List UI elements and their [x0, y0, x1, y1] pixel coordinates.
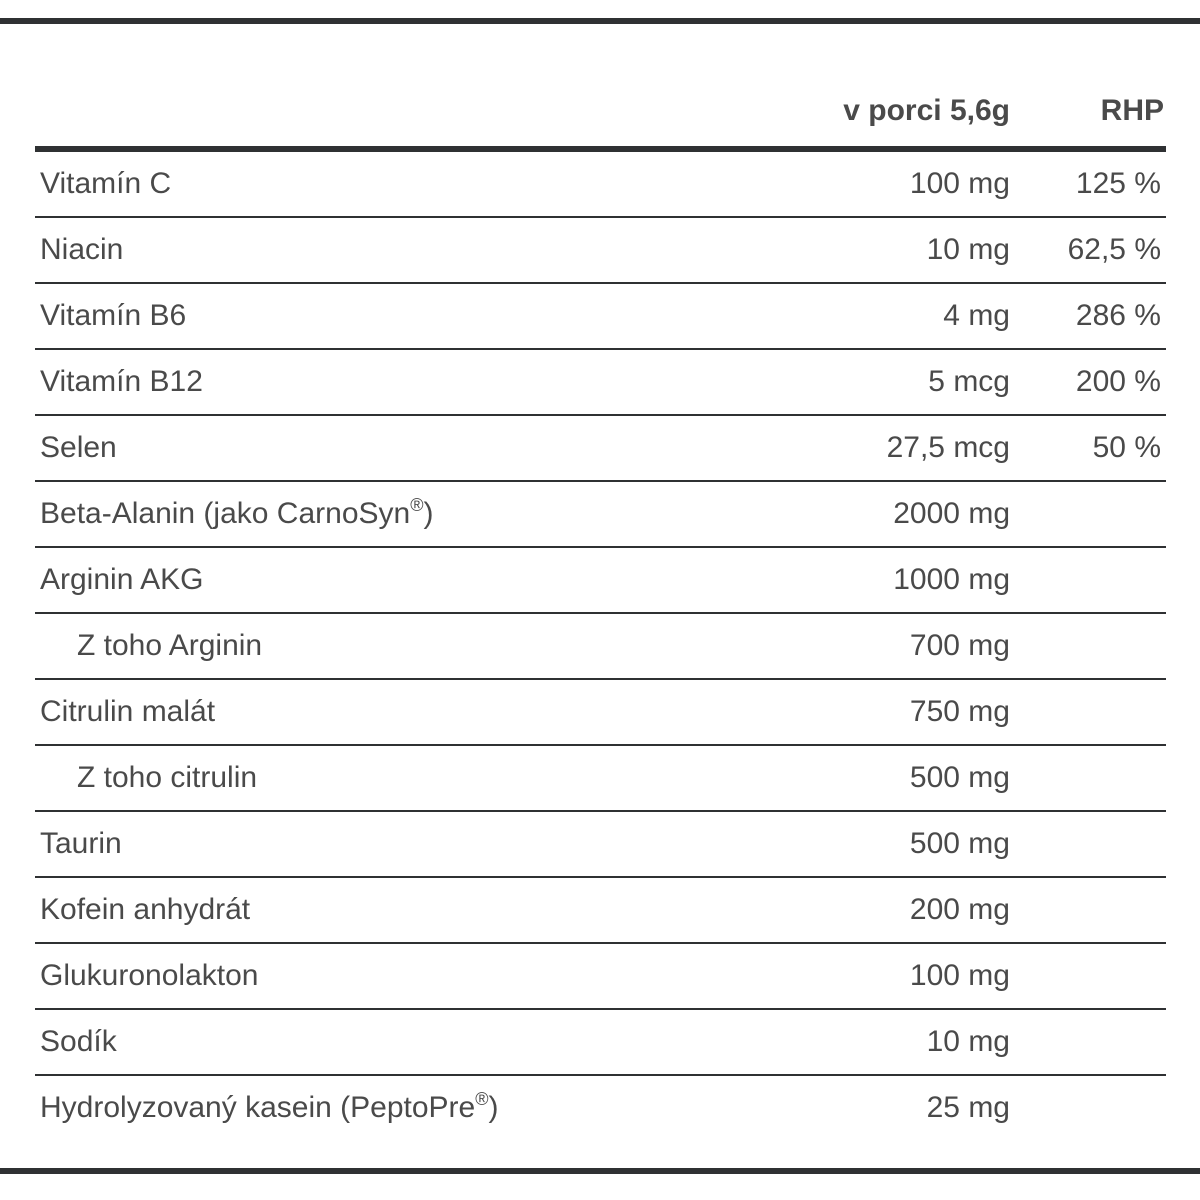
table-row	[35, 811, 1166, 877]
ingredient-name	[35, 613, 780, 679]
rhp-value	[1010, 613, 1166, 679]
ingredient-name-text: Beta-Alanin (jako CarnoSyn	[40, 497, 411, 530]
ingredient-name-text: Niacin	[40, 233, 124, 266]
serving-amount: 25 mg	[926, 1091, 1010, 1124]
serving-amount: 1000 mg	[780, 547, 1010, 613]
rhp-value	[1010, 481, 1166, 547]
serving-amount: 200 mg	[780, 877, 1010, 943]
rhp-value	[1010, 811, 1166, 877]
header-rhp: RHP	[1010, 76, 1166, 149]
ingredient-name-text: Kofein anhydrát	[40, 893, 251, 926]
serving-amount: 4 mg	[780, 283, 1010, 349]
serving-amount: 2000 mg	[780, 481, 1010, 547]
rhp-value: 125 %	[1010, 149, 1166, 217]
table-row	[35, 877, 1166, 943]
ingredient-name-text: Taurin	[40, 827, 122, 860]
table-row	[35, 415, 1166, 481]
ingredient-name-text: Selen	[40, 431, 117, 464]
rhp-value: 50 %	[1010, 415, 1166, 481]
ingredient-name	[35, 679, 780, 745]
ingredient-name-suffix: )	[488, 1091, 499, 1124]
serving-amount: 10 mg	[780, 217, 1010, 283]
ingredient-name-text: Sodík	[40, 1025, 117, 1058]
table-row	[35, 745, 1166, 811]
rhp-value	[1010, 877, 1166, 943]
serving-amount: 5 mcg	[780, 349, 1010, 415]
ingredient-name-text: Z toho Arginin	[77, 629, 263, 662]
ingredient-name	[35, 1075, 780, 1140]
top-border	[0, 18, 1200, 24]
table-row	[35, 547, 1166, 613]
serving-amount: 27,5 mcg	[780, 415, 1010, 481]
table-row	[35, 943, 1166, 1009]
serving-amount: 500 mg	[780, 811, 1010, 877]
ingredient-name-text: Citrulin malát	[40, 695, 216, 728]
ingredient-name	[35, 217, 780, 283]
ingredient-name	[35, 283, 780, 349]
serving-amount: 10 mg	[780, 1009, 1010, 1075]
header-name	[35, 76, 780, 149]
rhp-value: 286 %	[1010, 283, 1166, 349]
ingredient-name	[35, 415, 780, 481]
serving-amount: 100 mg	[780, 149, 1010, 217]
ingredient-name-text: Glukuronolakton	[40, 959, 259, 992]
table-row	[35, 481, 1166, 547]
nutrition-table	[35, 76, 1166, 1140]
bottom-border	[0, 1168, 1200, 1174]
table-row	[35, 149, 1166, 217]
ingredient-name	[35, 481, 780, 547]
table-row	[35, 349, 1166, 415]
ingredient-name-text: Z toho citrulin	[77, 761, 258, 794]
registered-mark: ®	[475, 1089, 489, 1109]
ingredient-name-suffix: )	[423, 497, 434, 530]
rhp-value: 200 %	[1010, 349, 1166, 415]
serving-amount: 500 mg	[780, 745, 1010, 811]
table-body	[35, 149, 1166, 1140]
table-row	[35, 1075, 1166, 1140]
ingredient-name-text: Vitamín B12	[40, 365, 203, 398]
table-row	[35, 613, 1166, 679]
ingredient-name-text: Vitamín B6	[40, 299, 187, 332]
serving-amount: 100 mg	[780, 943, 1010, 1009]
header-serving-amount: v porci 5,6g	[780, 76, 1010, 149]
rhp-value	[1010, 943, 1166, 1009]
rhp-value	[1010, 679, 1166, 745]
ingredient-name	[35, 745, 780, 811]
rhp-value: 62,5 %	[1010, 217, 1166, 283]
ingredient-name	[35, 877, 780, 943]
ingredient-name-text: Hydrolyzovaný kasein (PeptoPre	[40, 1091, 476, 1124]
rhp-value	[1010, 547, 1166, 613]
ingredient-name-text: Arginin AKG	[40, 563, 204, 596]
ingredient-name	[35, 943, 780, 1009]
serving-amount: 750 mg	[780, 679, 1010, 745]
ingredient-name	[35, 547, 780, 613]
table-row	[35, 217, 1166, 283]
rhp-value	[1010, 745, 1166, 811]
ingredient-name	[35, 811, 780, 877]
table-header-row	[35, 76, 1166, 149]
nutrition-table-container	[35, 76, 1166, 1140]
ingredient-name	[35, 1009, 780, 1075]
ingredient-name-text: Vitamín C	[40, 167, 172, 200]
table-row	[35, 283, 1166, 349]
rhp-value	[1010, 1075, 1166, 1140]
registered-mark: ®	[410, 495, 424, 515]
ingredient-name	[35, 149, 780, 217]
table-row	[35, 1009, 1166, 1075]
table-row	[35, 679, 1166, 745]
ingredient-name	[35, 349, 780, 415]
serving-amount: 700 mg	[780, 613, 1010, 679]
rhp-value	[1010, 1009, 1166, 1075]
